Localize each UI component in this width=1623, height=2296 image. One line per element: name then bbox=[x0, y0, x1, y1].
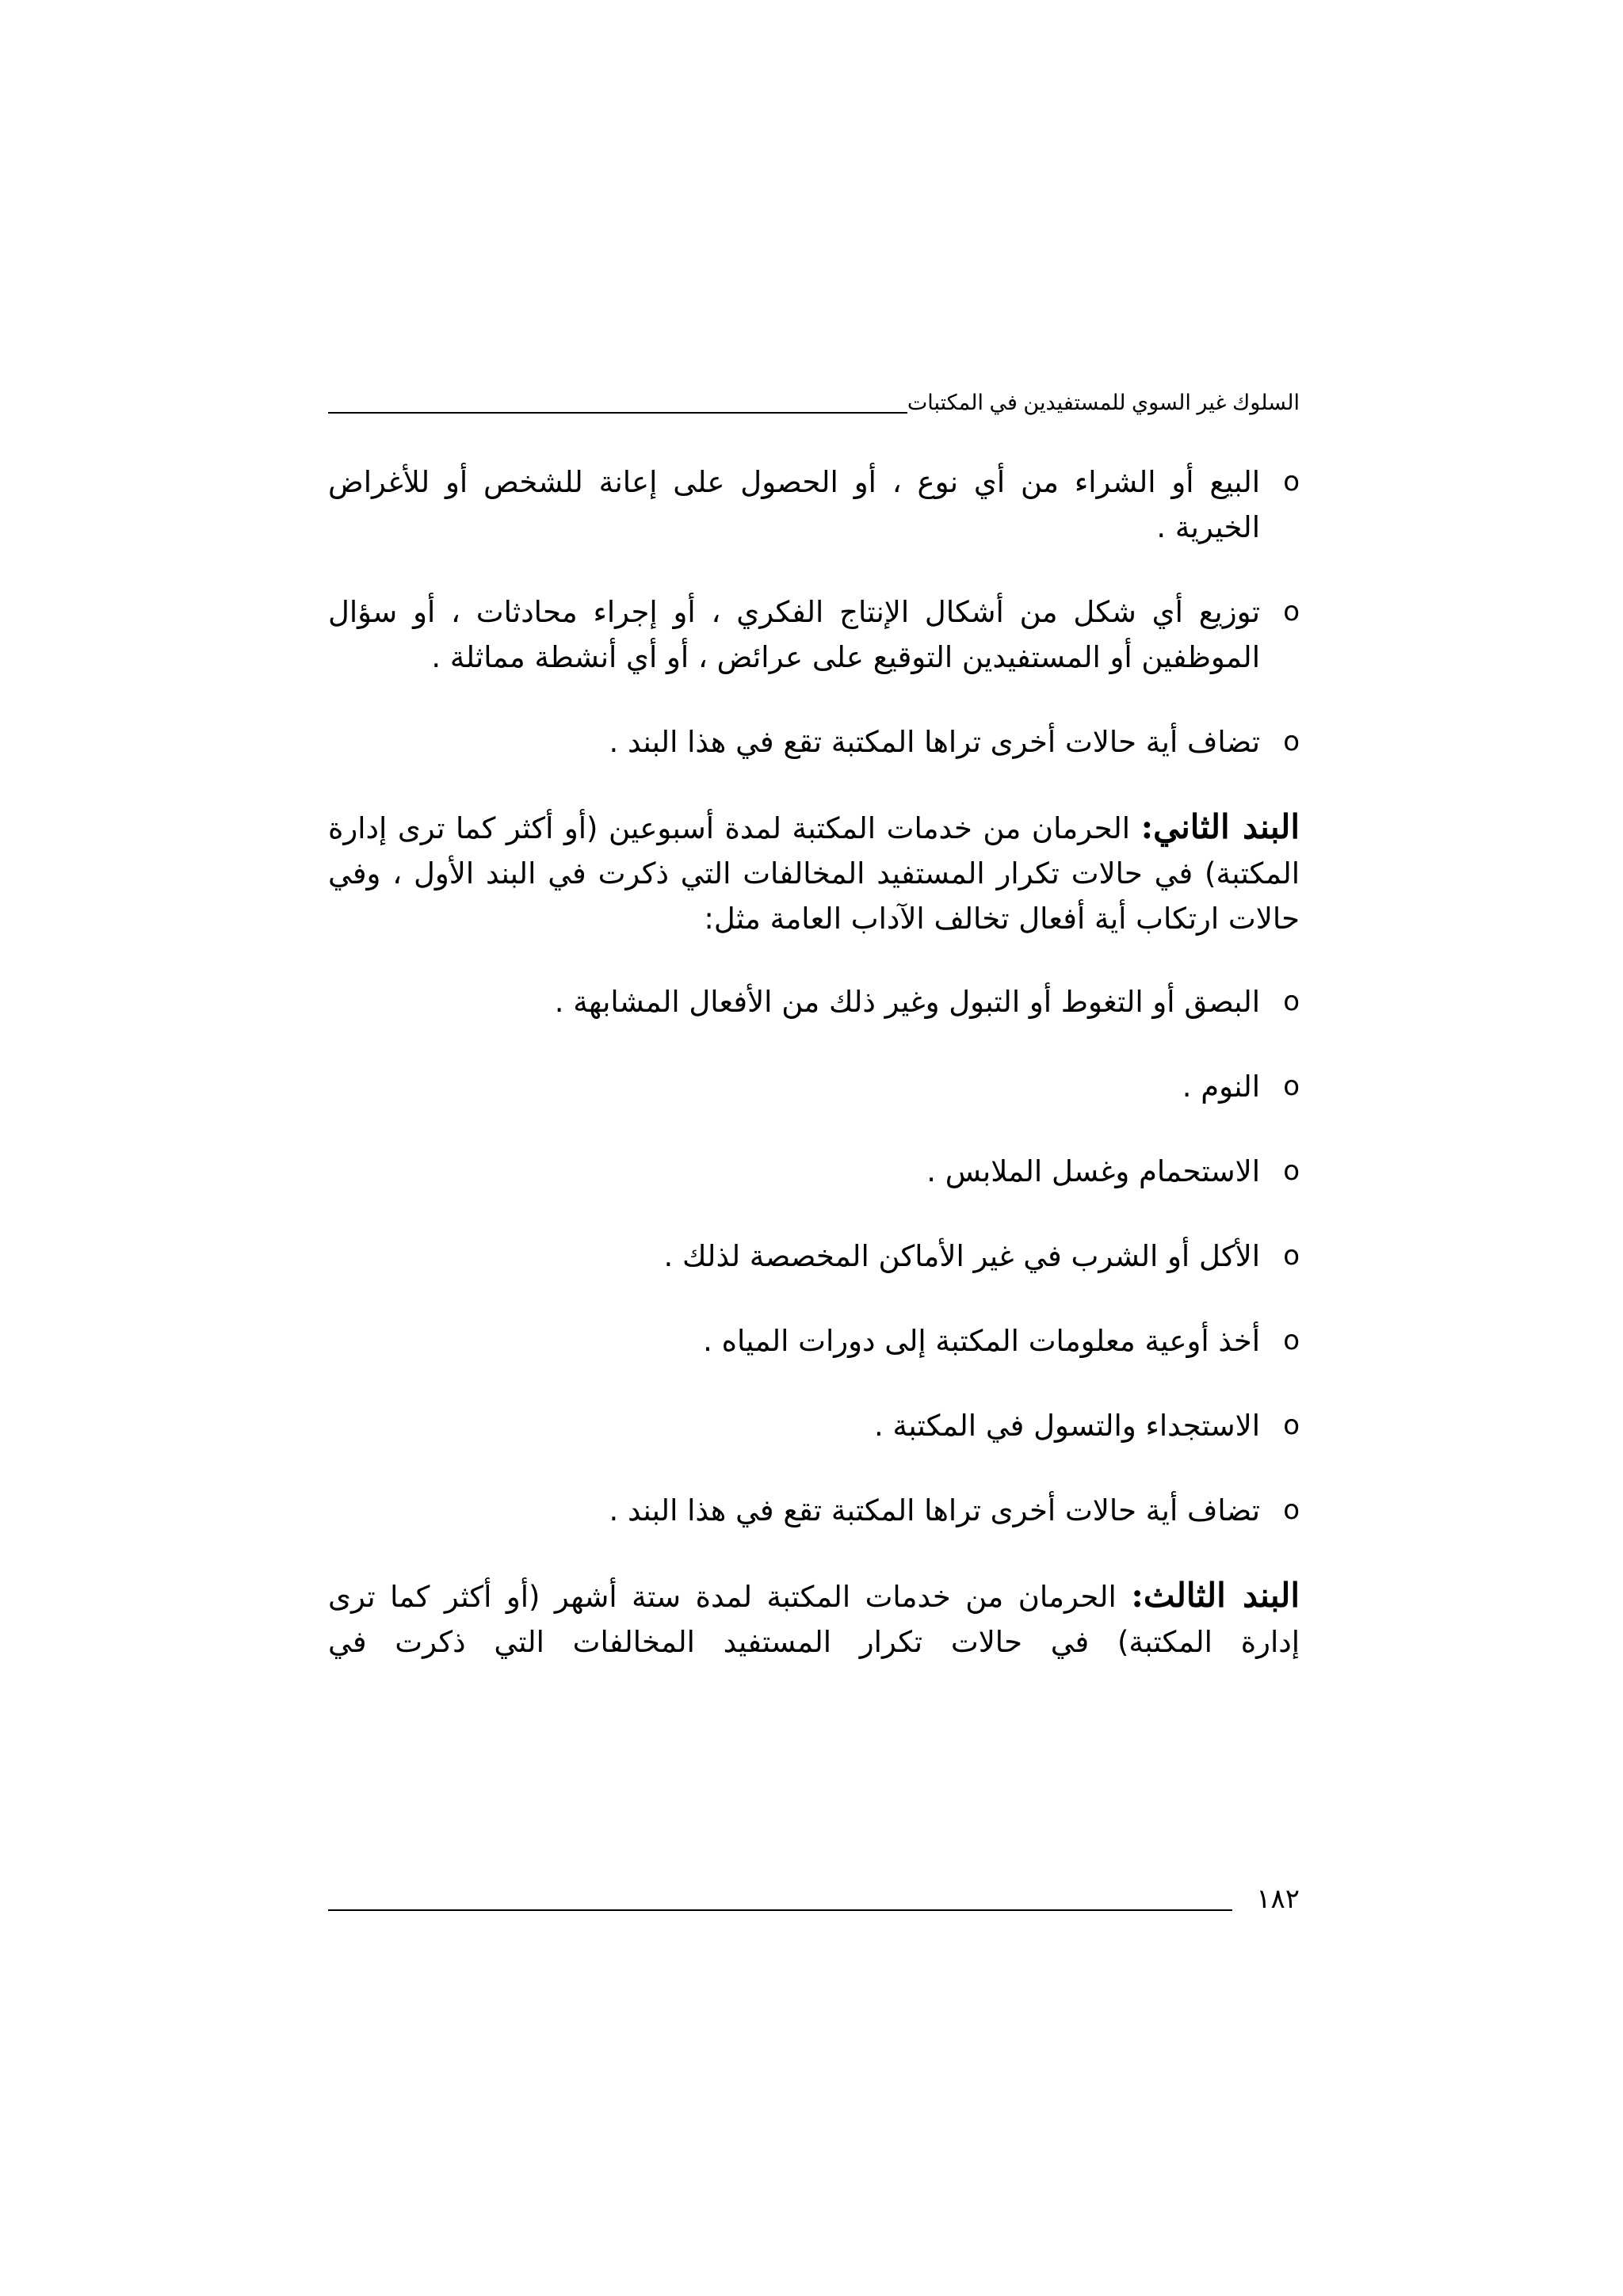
list-item-text: توزيع أي شكل من أشكال الإنتاج الفكري ، أو إجراء محادثات ، أو سؤال الموظفين أو المستفيدين التوقيع على عرائض ، أو أي أنشطة مماثلة . bbox=[328, 595, 1260, 674]
clause-two-paragraph bbox=[328, 804, 1300, 941]
list-item bbox=[328, 1318, 1300, 1363]
page-footer bbox=[328, 1879, 1300, 1919]
bullet-marker: o bbox=[1283, 1325, 1300, 1356]
list-item-text: تضاف أية حالات أخرى تراها المكتبة تقع في هذا البند . bbox=[609, 1493, 1260, 1527]
list-item-text: النوم . bbox=[1182, 1070, 1260, 1104]
page-number: ١٨٢ bbox=[1256, 1883, 1300, 1915]
list-item-text: أخذ أوعية معلومات المكتبة إلى دورات المياه . bbox=[703, 1324, 1260, 1358]
footer-rule bbox=[328, 1909, 1232, 1911]
list-item bbox=[328, 1064, 1300, 1109]
clause-two-title: البند الثاني: bbox=[1140, 807, 1300, 846]
list-item-text: الأكل أو الشرب في غير الأماكن المخصصة لذلك . bbox=[663, 1239, 1260, 1273]
bullet-marker: o bbox=[1283, 1070, 1300, 1102]
list-item-text: تضاف أية حالات أخرى تراها المكتبة تقع في هذا البند . bbox=[609, 725, 1260, 759]
list-item bbox=[328, 1234, 1300, 1279]
bullet-marker: o bbox=[1283, 726, 1300, 757]
clause-two-text: الحرمان من خدمات المكتبة لمدة أسبوعين (أو أكثر كما ترى إدارة المكتبة) في حالات تكرار المستفيد المخالفات التي ذكرت في البند الأول ، وفي حالات ارتكاب أية أفعال تخالف الآداب العامة مثل: bbox=[328, 811, 1300, 936]
clause-two-bullet-list bbox=[328, 979, 1300, 1533]
bullet-marker: o bbox=[1283, 1155, 1300, 1187]
list-item bbox=[328, 1149, 1300, 1194]
page-body bbox=[328, 460, 1300, 1703]
running-header-rule bbox=[328, 412, 907, 414]
list-item bbox=[328, 979, 1300, 1024]
running-header bbox=[328, 379, 1300, 418]
list-item bbox=[328, 1403, 1300, 1448]
list-item-text: الاستحمام وغسل الملابس . bbox=[926, 1154, 1260, 1188]
clause-three-title: البند الثالث: bbox=[1131, 1576, 1300, 1615]
list-item bbox=[328, 460, 1300, 550]
running-header-title: السلوك غير السوي للمستفيدين في المكتبات bbox=[907, 391, 1300, 414]
clause-one-bullet-list bbox=[328, 460, 1300, 765]
list-item bbox=[328, 1488, 1300, 1533]
list-item bbox=[328, 719, 1300, 765]
bullet-marker: o bbox=[1283, 466, 1300, 498]
bullet-marker: o bbox=[1283, 1494, 1300, 1526]
list-item-text: الاستجداء والتسول في المكتبة . bbox=[874, 1409, 1260, 1443]
bullet-marker: o bbox=[1283, 1409, 1300, 1441]
clause-three-text: الحرمان من خدمات المكتبة لمدة ستة أشهر (أو أكثر كما ترى إدارة المكتبة) في حالات تكرار المستفيد المخالفات التي ذكرت في bbox=[328, 1580, 1300, 1659]
list-item-text: البيع أو الشراء من أي نوع ، أو الحصول على إعانة للشخص أو للأغراض الخيرية . bbox=[328, 465, 1260, 544]
bullet-marker: o bbox=[1283, 1240, 1300, 1272]
bullet-marker: o bbox=[1283, 596, 1300, 627]
clause-three-paragraph bbox=[328, 1573, 1300, 1665]
bullet-marker: o bbox=[1283, 986, 1300, 1017]
list-item bbox=[328, 589, 1300, 680]
list-item-text: البصق أو التغوط أو التبول وغير ذلك من الأفعال المشابهة . bbox=[554, 985, 1260, 1019]
